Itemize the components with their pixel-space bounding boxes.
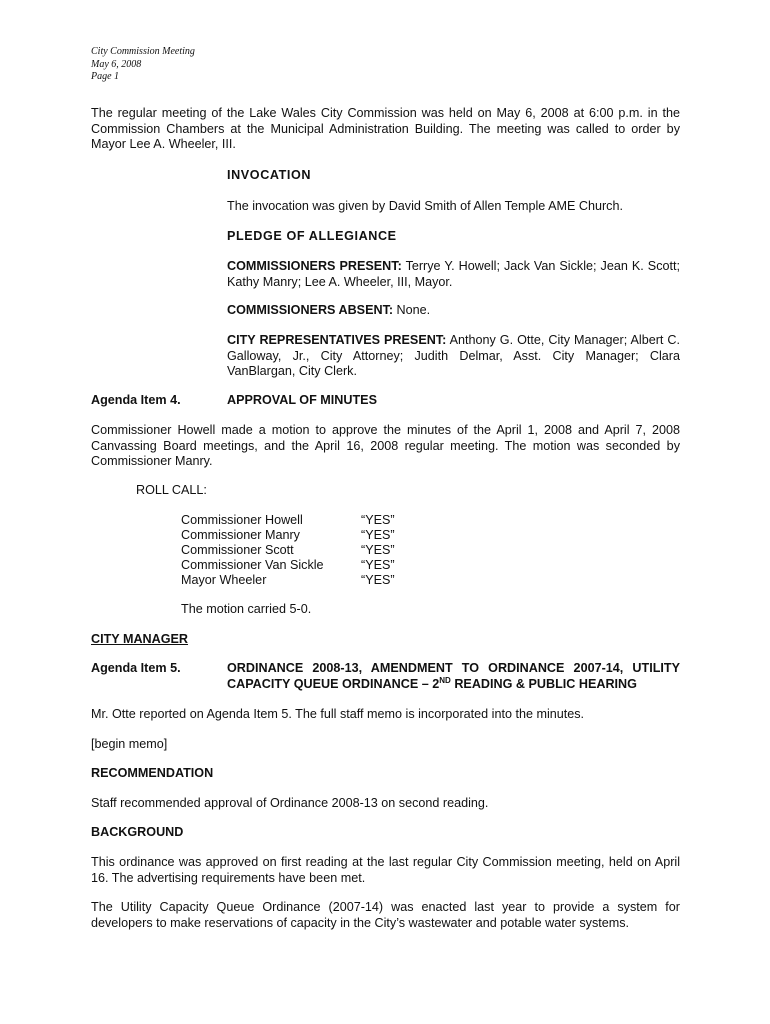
roll-call-name: Commissioner Van Sickle [181,558,324,572]
roll-call-vote: “YES” [361,543,395,557]
recommendation-heading: RECOMMENDATION [91,766,214,780]
recommendation-text: Staff recommended approval of Ordinance 2008-13 on second reading. [91,796,489,810]
reps-text: Anthony G. Otte, City Manager; Albert C. Galloway, Jr., City Attorney; Judith Delmar, Asst. City Manager; Clara VanBlargan, City Clerk. [227,333,680,378]
invocation-text: The invocation was given by David Smith of Allen Temple AME Church. [227,199,623,213]
present-text: Terrye Y. Howell; Jack Van Sickle; Jean K. Scott; Kathy Manry; Lee A. Wheeler, III, Mayor. [227,259,680,289]
pledge-heading: PLEDGE OF ALLEGIANCE [227,229,397,243]
header-meeting-title: City Commission Meeting [91,46,195,57]
roll-call-vote: “YES” [361,528,395,542]
roll-call-name: Commissioner Howell [181,513,303,527]
present-label: COMMISSIONERS PRESENT: [227,259,402,273]
commissioners-absent [227,303,680,319]
item5-title-line2-pre: CAPACITY QUEUE ORDINANCE – 2 [227,676,440,691]
item4-motion: Commissioner Howell made a motion to approve the minutes of the April 1, 2008 and April 7, 2008 Canvassing Board meetings, and the April 16, 2008 regular meeting. The motion was seconded by Commissioner Manry. [91,423,680,468]
item5-title-line1: ORDINANCE 2008-13, AMENDMENT TO ORDINANCE 2007-14, UTILITY [227,661,680,675]
page-header [91,46,195,84]
commissioners-present [227,259,680,290]
roll-call-name: Commissioner Scott [181,543,294,557]
roll-call-vote: “YES” [361,513,395,527]
item5-report: Mr. Otte reported on Agenda Item 5. The full staff memo is incorporated into the minutes. [91,707,585,721]
background-paragraph-1: This ordinance was approved on first reading at the last regular City Commission meeting, held on April 16. The advertising requirements have been met. [91,855,680,885]
invocation-heading: INVOCATION [227,168,312,182]
item5-title-line2-post: READING & PUBLIC HEARING [450,676,637,691]
background-heading: BACKGROUND [91,825,184,839]
header-page-number: Page 1 [91,71,120,82]
roll-call-name: Commissioner Manry [181,528,300,542]
reps-label: CITY REPRESENTATIVES PRESENT: [227,333,447,347]
roll-call-vote: “YES” [361,573,395,587]
motion-result: The motion carried 5-0. [181,602,312,616]
city-representatives [227,333,680,380]
agenda-item-4-title: APPROVAL OF MINUTES [227,393,377,407]
absent-text: None. [393,303,431,317]
background-paragraph-2: The Utility Capacity Queue Ordinance (2007-14) was enacted last year to provide a system for developers to make reservations of capacity in the City’s wastewater and potable water systems. [91,900,680,930]
roll-call-vote: “YES” [361,558,395,572]
roll-call-name: Mayor Wheeler [181,573,267,587]
intro-paragraph: The regular meeting of the Lake Wales City Commission was held on May 6, 2008 at 6:00 p.m. in the Commission Chambers at the Municipal Administration Building. The meeting was called to order by Mayor Lee A. Wheeler, III. [91,106,680,151]
agenda-item-4-label: Agenda Item 4. [91,393,181,407]
begin-memo: [begin memo] [91,737,168,751]
city-manager-heading: CITY MANAGER [91,632,189,646]
absent-label: COMMISSIONERS ABSENT: [227,303,394,317]
roll-call-label: ROLL CALL: [136,483,207,497]
header-date: May 6, 2008 [91,58,142,70]
agenda-item-5-label: Agenda Item 5. [91,661,181,675]
item5-title-line2 [227,677,680,693]
agenda-item-5-title [227,661,680,692]
item5-title-superscript: ND [439,675,451,685]
